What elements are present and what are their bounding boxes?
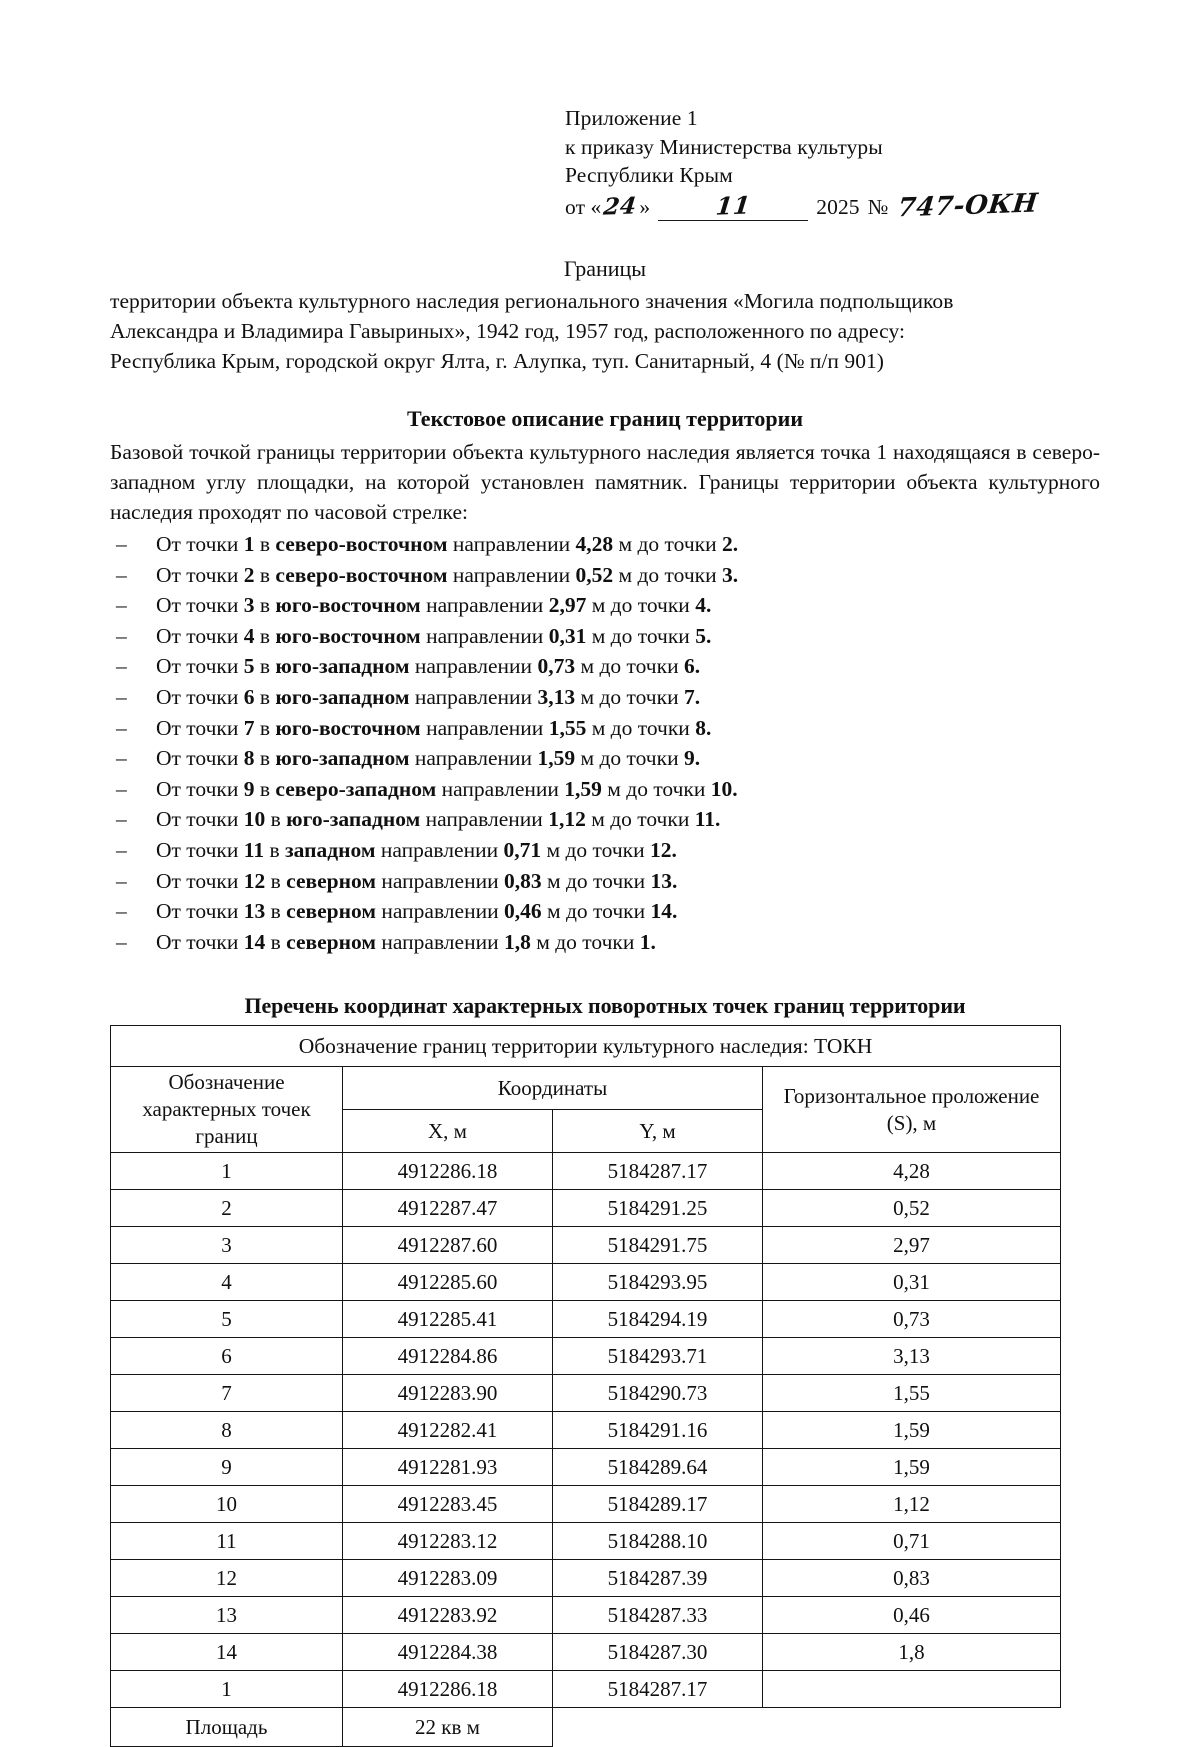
segment-unit: м: [585, 807, 611, 832]
cell-y-coordinate: 5184291.16: [553, 1412, 763, 1449]
boundary-segment-item: [110, 651, 1100, 682]
boundary-segment-text: [156, 927, 1100, 958]
boundary-segment-text: [156, 835, 1100, 866]
list-bullet-dash: –: [116, 746, 127, 771]
segment-direction-suffix: направлении: [420, 807, 549, 832]
table-row: [111, 1671, 1061, 1708]
segment-unit: м: [530, 929, 556, 954]
list-bullet-dash: –: [116, 654, 127, 679]
cell-point-number: 12: [111, 1560, 343, 1597]
segment-to-prefix: до точки: [599, 684, 684, 709]
list-bullet-dash: –: [116, 623, 127, 648]
cell-point-number: 1: [111, 1671, 343, 1708]
order-year: 2025: [816, 194, 860, 219]
cell-horizontal-distance: 0,71: [763, 1523, 1061, 1560]
boundary-segment-text: [156, 621, 1100, 652]
segment-mid: в: [254, 562, 276, 587]
cell-point-number: 7: [111, 1375, 343, 1412]
cell-x-coordinate: 4912284.86: [343, 1338, 553, 1375]
cell-x-coordinate: 4912283.09: [343, 1560, 553, 1597]
cell-x-coordinate: 4912283.45: [343, 1486, 553, 1523]
cell-horizontal-distance: 1,59: [763, 1449, 1061, 1486]
table-caption: Перечень координат характерных поворотных точек границ территории: [244, 993, 966, 1019]
boundary-segment-item: [110, 927, 1100, 958]
segment-mid: в: [254, 715, 276, 740]
segment-distance: 1,59: [564, 776, 602, 801]
segment-unit: м: [541, 899, 566, 924]
boundary-segment-item: [110, 713, 1100, 744]
boundary-segment-item: [110, 621, 1100, 652]
cell-x-coordinate: 4912283.90: [343, 1375, 553, 1412]
segment-mid: в: [254, 593, 276, 618]
segment-to-point: 4.: [695, 593, 712, 618]
segment-direction: юго-западном: [275, 684, 410, 709]
boundary-segment-text: [156, 682, 1100, 713]
segment-direction-suffix: направлении: [420, 715, 549, 740]
boundary-segment-item: [110, 896, 1100, 927]
segment-direction: северо-восточном: [275, 532, 448, 556]
boundary-segment-item: [110, 529, 1100, 560]
segment-direction-suffix: направлении: [420, 623, 549, 648]
cell-x-coordinate: 4912286.18: [343, 1153, 553, 1190]
list-bullet-dash: –: [116, 532, 127, 556]
segment-from-point: 4: [243, 623, 255, 648]
cell-y-coordinate: 5184287.17: [553, 1671, 763, 1708]
cell-point-number: 11: [111, 1523, 343, 1560]
intro-line-2: Александра и Владимира Гавыриных», 1942 год, 1957 год, расположенного по адресу:: [110, 319, 906, 343]
page-title: Границы: [563, 256, 647, 281]
segment-mid: в: [254, 684, 276, 709]
segment-distance: 1,8: [503, 929, 531, 954]
cell-y-coordinate: 5184290.73: [553, 1375, 763, 1412]
segment-unit: м: [541, 837, 566, 862]
segment-from-prefix: От точки: [156, 868, 244, 893]
segment-from-point: 14: [243, 929, 266, 954]
cell-point-number: 3: [111, 1227, 343, 1264]
segment-from-prefix: От точки: [156, 532, 244, 556]
segment-to-point: 9.: [683, 746, 701, 771]
boundary-segment-item: [110, 743, 1100, 774]
segment-mid: в: [265, 868, 287, 893]
segment-mid: в: [254, 623, 276, 648]
segment-mid: в: [254, 654, 276, 679]
table-row: [111, 1190, 1061, 1227]
segment-direction-suffix: направлении: [447, 562, 576, 587]
segment-to-point: 6.: [683, 654, 701, 679]
cell-horizontal-distance: 3,13: [763, 1338, 1061, 1375]
cell-horizontal-distance: 0,46: [763, 1597, 1061, 1634]
segment-to-point: 14.: [650, 899, 678, 924]
cell-point-number: 1: [111, 1153, 343, 1190]
segment-unit: м: [575, 746, 600, 771]
appendix-line-3: Республики Крым: [565, 163, 733, 187]
list-bullet-dash: –: [116, 929, 127, 954]
boundary-segment-item: [110, 804, 1100, 835]
table-banner-row: [111, 1026, 1061, 1067]
order-number-blank: [896, 188, 1040, 223]
segment-distance: 0,71: [503, 837, 542, 862]
appendix-line-1: Приложение 1: [565, 106, 698, 130]
list-bullet-dash: –: [116, 899, 127, 924]
list-bullet-dash: –: [116, 868, 127, 893]
segment-to-prefix: до точки: [610, 623, 696, 648]
segment-distance: 4,28: [575, 532, 614, 556]
boundary-segment-text: [156, 866, 1100, 897]
segment-from-prefix: От точки: [156, 715, 244, 740]
boundary-segment-text: [156, 896, 1100, 927]
segment-direction-suffix: направлении: [376, 899, 504, 924]
segment-to-point: 10.: [710, 776, 738, 801]
segment-unit: м: [586, 623, 611, 648]
table-row: [111, 1560, 1061, 1597]
date-prefix: от «: [565, 194, 602, 219]
header-coordinates: Координаты: [343, 1067, 763, 1110]
segment-unit: м: [575, 654, 600, 679]
segment-direction: юго-восточном: [275, 715, 421, 740]
cell-horizontal-distance: 1,59: [763, 1412, 1061, 1449]
cell-y-coordinate: 5184287.30: [553, 1634, 763, 1671]
description-paragraph: Базовой точкой границы территории объекта культурного наследия является точка 1 находящаяся в северо-западном углу площадки, на которой установлен памятник. Границы территории объекта культурного наследия проходят по часовой стрелке:: [110, 440, 1100, 524]
segment-unit: м: [613, 562, 638, 587]
area-label-cell: Площадь: [111, 1708, 343, 1747]
cell-point-number: 9: [111, 1449, 343, 1486]
segment-direction-suffix: направлении: [447, 532, 576, 556]
segment-to-point: 8.: [695, 715, 712, 740]
boundary-segment-text: [156, 590, 1100, 621]
table-banner-cell: Обозначение границ территории культурного наследия: ТОКН: [111, 1026, 1061, 1067]
table-row: [111, 1412, 1061, 1449]
segment-to-prefix: до точки: [610, 807, 695, 832]
cell-horizontal-distance: 2,97: [763, 1227, 1061, 1264]
cell-y-coordinate: 5184291.75: [553, 1227, 763, 1264]
segment-from-point: 9: [243, 776, 255, 801]
list-bullet-dash: –: [116, 684, 127, 709]
cell-x-coordinate: 4912285.41: [343, 1301, 553, 1338]
cell-x-coordinate: 4912282.41: [343, 1412, 553, 1449]
segment-distance: 1,12: [548, 807, 586, 832]
segment-from-prefix: От точки: [156, 562, 244, 587]
segment-distance: 0,73: [537, 654, 576, 679]
boundary-segments-list: [110, 529, 1100, 957]
cell-y-coordinate: 5184287.17: [553, 1153, 763, 1190]
segment-to-prefix: до точки: [637, 532, 722, 556]
list-bullet-dash: –: [116, 776, 127, 801]
segment-direction: северо-западном: [275, 776, 437, 801]
segment-to-point: 12.: [649, 837, 677, 862]
segment-from-point: 12: [243, 868, 266, 893]
cell-x-coordinate: 4912283.92: [343, 1597, 553, 1634]
segment-to-point: 7.: [683, 684, 701, 709]
segment-direction-suffix: направлении: [409, 746, 538, 771]
segment-from-prefix: От точки: [156, 593, 244, 618]
segment-direction: северо-восточном: [275, 562, 448, 587]
table-row: [111, 1264, 1061, 1301]
segment-direction-suffix: направлении: [409, 654, 538, 679]
segment-to-point: 13.: [650, 868, 678, 893]
segment-distance: 0,52: [575, 562, 614, 587]
segment-direction: юго-западном: [286, 807, 421, 832]
segment-to-prefix: до точки: [565, 837, 650, 862]
segment-direction-suffix: направлении: [376, 929, 504, 954]
header-horizontal-distance: [763, 1067, 1061, 1153]
cell-horizontal-distance: 0,73: [763, 1301, 1061, 1338]
boundary-segment-item: [110, 774, 1100, 805]
cell-x-coordinate: 4912284.38: [343, 1634, 553, 1671]
segment-to-prefix: до точки: [610, 593, 696, 618]
segment-direction: западном: [284, 837, 376, 862]
segment-from-point: 5: [243, 654, 255, 679]
list-bullet-dash: –: [116, 562, 127, 587]
table-row: [111, 1449, 1061, 1486]
cell-y-coordinate: 5184291.25: [553, 1190, 763, 1227]
segment-from-prefix: От точки: [156, 776, 244, 801]
segment-mid: в: [265, 807, 287, 832]
table-row: [111, 1634, 1061, 1671]
segment-mid: в: [265, 899, 287, 924]
cell-y-coordinate: 5184294.19: [553, 1301, 763, 1338]
segment-from-prefix: От точки: [156, 654, 244, 679]
header-y: Y, м: [553, 1110, 763, 1153]
segment-from-prefix: От точки: [156, 899, 244, 924]
segment-to-point: 11.: [694, 807, 721, 832]
segment-distance: 3,13: [537, 684, 576, 709]
list-bullet-dash: –: [116, 715, 127, 740]
area-value-cell: 22 кв м: [343, 1708, 553, 1747]
table-row: [111, 1375, 1061, 1412]
segment-to-prefix: до точки: [610, 715, 696, 740]
segment-to-point: 1.: [639, 929, 656, 954]
cell-horizontal-distance: [763, 1671, 1061, 1708]
segment-direction: юго-восточном: [275, 593, 421, 618]
boundary-segment-item: [110, 866, 1100, 897]
cell-point-number: 2: [111, 1190, 343, 1227]
segment-from-prefix: От точки: [156, 837, 244, 862]
header-horizontal-distance-line2: (S), м: [886, 1110, 937, 1135]
cell-y-coordinate: 5184293.95: [553, 1264, 763, 1301]
table-row: [111, 1597, 1061, 1634]
segment-to-point: 5.: [695, 623, 712, 648]
cell-horizontal-distance: 1,12: [763, 1486, 1061, 1523]
segment-to-prefix: до точки: [555, 929, 640, 954]
boundary-segment-text: [156, 651, 1100, 682]
cell-y-coordinate: 5184287.39: [553, 1560, 763, 1597]
segment-direction-suffix: направлении: [436, 776, 565, 801]
segment-distance: 0,83: [503, 868, 542, 893]
area-filler-cell-1: [553, 1708, 763, 1747]
cell-horizontal-distance: 0,83: [763, 1560, 1061, 1597]
segment-direction: юго-восточном: [275, 623, 421, 648]
segment-direction: северном: [286, 868, 376, 893]
order-date-line: [565, 188, 1100, 223]
number-sign-label: №: [867, 194, 889, 219]
segment-unit: м: [586, 593, 611, 618]
table-row: [111, 1338, 1061, 1375]
intro-paragraph: [110, 286, 1100, 376]
segment-to-prefix: до точки: [565, 899, 651, 924]
month-blank-line: [658, 191, 808, 222]
segment-direction: юго-западном: [275, 746, 410, 771]
segment-from-point: 7: [243, 715, 255, 740]
appendix-reference-block: [565, 104, 1100, 222]
cell-point-number: 5: [111, 1301, 343, 1338]
segment-mid: в: [264, 837, 285, 862]
boundary-segment-item: [110, 590, 1100, 621]
cell-point-number: 8: [111, 1412, 343, 1449]
segment-direction: северном: [286, 929, 376, 954]
segment-distance: 0,46: [503, 899, 542, 924]
boundary-segment-text: [156, 804, 1100, 835]
segment-to-point: 2.: [722, 532, 739, 556]
cell-point-number: 10: [111, 1486, 343, 1523]
cell-y-coordinate: 5184293.71: [553, 1338, 763, 1375]
segment-unit: м: [575, 684, 600, 709]
segment-from-prefix: От точки: [156, 929, 244, 954]
boundary-segment-text: [156, 774, 1100, 805]
segment-distance: 0,31: [548, 623, 587, 648]
segment-from-prefix: От точки: [156, 623, 244, 648]
cell-y-coordinate: 5184289.64: [553, 1449, 763, 1486]
segment-direction-suffix: направлении: [376, 868, 504, 893]
boundary-segment-item: [110, 682, 1100, 713]
cell-y-coordinate: 5184289.17: [553, 1486, 763, 1523]
segment-mid: в: [265, 929, 287, 954]
boundary-segment-item: [110, 560, 1100, 591]
table-row: [111, 1486, 1061, 1523]
handwritten-order-number: 747-ОКН: [896, 188, 1040, 223]
handwritten-day: 24: [602, 191, 639, 221]
segment-from-point: 13: [243, 899, 266, 924]
segment-from-point: 3: [243, 593, 255, 618]
segment-from-point: 10: [243, 807, 266, 832]
table-row: [111, 1301, 1061, 1338]
segment-from-prefix: От точки: [156, 807, 244, 832]
cell-x-coordinate: 4912281.93: [343, 1449, 553, 1486]
segment-mid: в: [254, 532, 276, 556]
segment-direction: северном: [286, 899, 376, 924]
appendix-line-2: к приказу Министерства культуры: [565, 134, 883, 159]
table-header-row-1: [111, 1067, 1061, 1110]
area-row: [111, 1708, 1061, 1747]
segment-to-prefix: до точки: [565, 868, 651, 893]
intro-line-1: территории объекта культурного наследия регионального значения «Могила подпольщиков: [110, 289, 954, 313]
cell-horizontal-distance: 0,31: [763, 1264, 1061, 1301]
boundary-segment-text: [156, 529, 1100, 560]
table-row: [111, 1227, 1061, 1264]
cell-x-coordinate: 4912287.60: [343, 1227, 553, 1264]
segment-distance: 2,97: [548, 593, 587, 618]
segment-unit: м: [613, 532, 638, 556]
segment-direction: юго-западном: [275, 654, 410, 679]
segment-from-prefix: От точки: [156, 684, 244, 709]
area-filler-cell-2: [763, 1708, 1061, 1747]
intro-line-3: Республика Крым, городской округ Ялта, г. Алупка, туп. Санитарный, 4 (№ п/п 901): [110, 349, 885, 373]
segment-from-point: 6: [243, 684, 255, 709]
segment-to-prefix: до точки: [599, 654, 684, 679]
segment-unit: м: [601, 776, 627, 801]
cell-horizontal-distance: 1,8: [763, 1634, 1061, 1671]
segment-from-point: 11: [243, 837, 265, 862]
header-x: X, м: [343, 1110, 553, 1153]
cell-horizontal-distance: 1,55: [763, 1375, 1061, 1412]
segment-from-prefix: От точки: [156, 746, 244, 771]
segment-distance: 1,59: [537, 746, 576, 771]
segment-mid: в: [254, 776, 276, 801]
cell-x-coordinate: 4912285.60: [343, 1264, 553, 1301]
table-row: [111, 1523, 1061, 1560]
cell-x-coordinate: 4912287.47: [343, 1190, 553, 1227]
segment-from-point: 8: [243, 746, 255, 771]
boundary-segment-text: [156, 743, 1100, 774]
cell-point-number: 14: [111, 1634, 343, 1671]
segment-distance: 1,55: [548, 715, 587, 740]
list-bullet-dash: –: [116, 837, 127, 862]
segment-to-prefix: до точки: [637, 562, 722, 587]
segment-direction-suffix: направлении: [409, 684, 538, 709]
header-point-designation: Обозначение характерных точек границ: [111, 1067, 343, 1153]
date-quote-close: »: [639, 194, 651, 219]
cell-y-coordinate: 5184288.10: [553, 1523, 763, 1560]
boundary-segment-item: [110, 835, 1100, 866]
cell-horizontal-distance: 4,28: [763, 1153, 1061, 1190]
segment-unit: м: [541, 868, 566, 893]
cell-y-coordinate: 5184287.33: [553, 1597, 763, 1634]
segment-direction-suffix: направлении: [375, 837, 504, 862]
cell-horizontal-distance: 0,52: [763, 1190, 1061, 1227]
segment-to-prefix: до точки: [599, 746, 684, 771]
segment-to-point: 3.: [722, 562, 739, 587]
coordinates-table: [110, 1025, 1061, 1747]
header-horizontal-distance-line1: Горизонтальное проложение: [783, 1083, 1040, 1108]
segment-direction-suffix: направлении: [420, 593, 549, 618]
cell-point-number: 13: [111, 1597, 343, 1634]
list-bullet-dash: –: [116, 807, 127, 832]
section-heading-text-description: Текстовое описание границ территории: [406, 406, 804, 431]
handwritten-month: 11: [714, 189, 753, 221]
coordinates-table-body: [111, 1153, 1061, 1708]
segment-mid: в: [254, 746, 276, 771]
cell-x-coordinate: 4912286.18: [343, 1671, 553, 1708]
list-bullet-dash: –: [116, 593, 127, 618]
table-row: [111, 1153, 1061, 1190]
cell-x-coordinate: 4912283.12: [343, 1523, 553, 1560]
segment-from-point: 2: [243, 562, 255, 587]
cell-point-number: 4: [111, 1264, 343, 1301]
boundary-segment-text: [156, 713, 1100, 744]
cell-point-number: 6: [111, 1338, 343, 1375]
boundary-segment-text: [156, 560, 1100, 591]
segment-unit: м: [586, 715, 611, 740]
segment-from-point: 1: [243, 532, 255, 556]
segment-to-prefix: до точки: [626, 776, 711, 801]
